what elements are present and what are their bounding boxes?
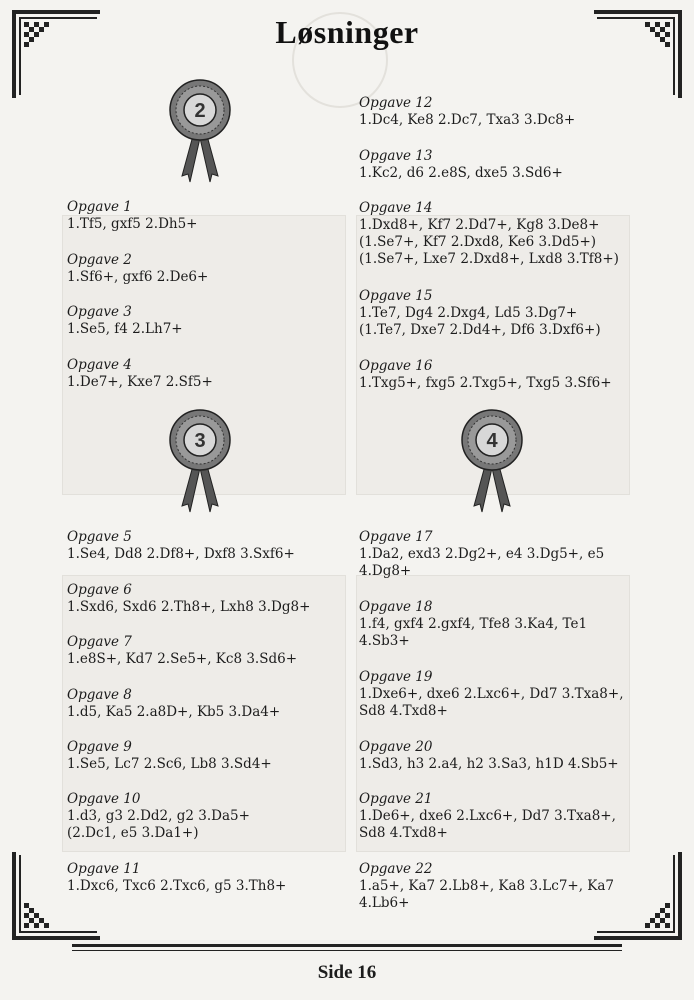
puzzle-solution: 1.Se5, f4 2.Lh7+	[67, 321, 183, 337]
puzzle-solution: 1.Kc2, d6 2.e8S, dxe5 3.Sd6+	[359, 165, 563, 181]
puzzle-solution: 1.De7+, Kxe7 2.Sf5+	[67, 374, 213, 390]
rosette-number: 2	[194, 100, 206, 122]
rosette-badge-2	[168, 78, 232, 198]
rosette-badge-4	[460, 408, 524, 528]
puzzle-label: Opgave 6	[67, 582, 132, 598]
puzzle-solution: 1.Sf6+, gxf6 2.De6+	[67, 269, 209, 285]
puzzle-entry-3	[67, 304, 183, 338]
puzzle-label: Opgave 3	[67, 304, 132, 320]
puzzle-entry-1	[67, 199, 198, 233]
puzzle-label: Opgave 22	[359, 861, 433, 877]
puzzle-label: Opgave 12	[359, 95, 433, 111]
puzzle-entry-6	[67, 582, 310, 616]
puzzle-entry-2	[67, 252, 208, 286]
puzzle-label: Opgave 18	[359, 599, 433, 615]
page-number: Side 16	[317, 962, 377, 983]
puzzle-entry-12	[359, 95, 575, 129]
puzzle-label: Opgave 4	[67, 357, 132, 373]
puzzle-label: Opgave 8	[67, 687, 132, 703]
puzzle-label: Opgave 5	[67, 529, 132, 545]
puzzle-entry-22	[359, 861, 614, 912]
footer-rule-thin	[72, 950, 622, 951]
puzzle-label: Opgave 17	[359, 529, 433, 545]
puzzle-entry-16	[359, 358, 612, 392]
puzzle-solution: 1.Dxd8+, Kf7 2.Dd7+, Kg8 3.De8+ (1.Se7+, Kf7 2.Dxd8, Ke6 3.Dd5+) (1.Se7+, Lxe7 2.Dxd8+, Lxd8 3.Tf8+)	[359, 217, 619, 267]
puzzle-label: Opgave 9	[67, 739, 132, 755]
puzzle-label: Opgave 19	[359, 669, 433, 685]
puzzle-label: Opgave 14	[359, 200, 433, 216]
puzzle-solution: 1.Dxc6, Txc6 2.Txc6, g5 3.Th8+	[67, 878, 287, 894]
puzzle-solution: 1.d5, Ka5 2.a8D+, Kb5 3.Da4+	[67, 704, 281, 720]
puzzle-entry-19	[359, 669, 624, 720]
puzzle-label: Opgave 2	[67, 252, 132, 268]
puzzle-solution: 1.Te7, Dg4 2.Dxg4, Ld5 3.Dg7+ (1.Te7, Dxe7 2.Dd4+, Df6 3.Dxf6+)	[359, 305, 601, 338]
puzzle-solution: 1.Txg5+, fxg5 2.Txg5+, Txg5 3.Sf6+	[359, 375, 612, 391]
puzzle-label: Opgave 13	[359, 148, 433, 164]
puzzle-solution: 1.a5+, Ka7 2.Lb8+, Ka8 3.Lc7+, Ka7 4.Lb6+	[359, 878, 615, 911]
puzzle-entry-4	[67, 357, 213, 391]
puzzle-entry-7	[67, 634, 297, 668]
puzzle-label: Opgave 15	[359, 288, 433, 304]
puzzle-solution: 1.f4, gxf4 2.gxf4, Tfe8 3.Ka4, Te1 4.Sb3+	[359, 616, 588, 649]
puzzle-label: Opgave 16	[359, 358, 433, 374]
puzzle-solution: 1.Dxe6+, dxe6 2.Lxc6+, Dd7 3.Txa8+, Sd8 4.Txd8+	[359, 686, 624, 719]
puzzle-solution: 1.Sd3, h3 2.a4, h2 3.Sa3, h1D 4.Sb5+	[359, 756, 619, 772]
rosette-badge-3	[168, 408, 232, 528]
puzzle-entry-11	[67, 861, 286, 895]
puzzle-entry-14	[359, 200, 619, 268]
puzzle-label: Opgave 10	[67, 791, 141, 807]
puzzle-label: Opgave 21	[359, 791, 433, 807]
puzzle-entry-10	[67, 791, 250, 842]
puzzle-solution: 1.e8S+, Kd7 2.Se5+, Kc8 3.Sd6+	[67, 651, 298, 667]
rosette-number: 4	[486, 430, 498, 452]
puzzle-entry-21	[359, 791, 616, 842]
puzzle-solution: 1.Sxd6, Sxd6 2.Th8+, Lxh8 3.Dg8+	[67, 599, 311, 615]
puzzle-entry-15	[359, 288, 601, 339]
puzzle-solution: 1.Dc4, Ke8 2.Dc7, Txa3 3.Dc8+	[359, 112, 576, 128]
puzzle-entry-8	[67, 687, 280, 721]
puzzle-entry-9	[67, 739, 272, 773]
puzzle-entry-17	[359, 529, 604, 580]
puzzle-solution: 1.De6+, dxe6 2.Lxc6+, Dd7 3.Txa8+, Sd8 4.Txd8+	[359, 808, 616, 841]
puzzle-entry-13	[359, 148, 563, 182]
puzzle-solution: 1.Da2, exd3 2.Dg2+, e4 3.Dg5+, e5 4.Dg8+	[359, 546, 605, 579]
rosette-number: 3	[194, 430, 206, 452]
puzzle-entry-18	[359, 599, 587, 650]
puzzle-entry-20	[359, 739, 619, 773]
page-title: Løsninger	[275, 14, 419, 50]
puzzle-entry-5	[67, 529, 295, 563]
puzzle-label: Opgave 7	[67, 634, 132, 650]
puzzle-label: Opgave 20	[359, 739, 433, 755]
puzzle-label: Opgave 11	[67, 861, 141, 877]
footer-rule-thick	[72, 944, 622, 947]
puzzle-solution: 1.Se5, Lc7 2.Sc6, Lb8 3.Sd4+	[67, 756, 272, 772]
puzzle-label: Opgave 1	[67, 199, 132, 215]
puzzle-solution: 1.Se4, Dd8 2.Df8+, Dxf8 3.Sxf6+	[67, 546, 295, 562]
puzzle-solution: 1.d3, g3 2.Dd2, g2 3.Da5+ (2.Dc1, e5 3.Da1+)	[67, 808, 250, 841]
puzzle-solution: 1.Tf5, gxf5 2.Dh5+	[67, 216, 198, 232]
